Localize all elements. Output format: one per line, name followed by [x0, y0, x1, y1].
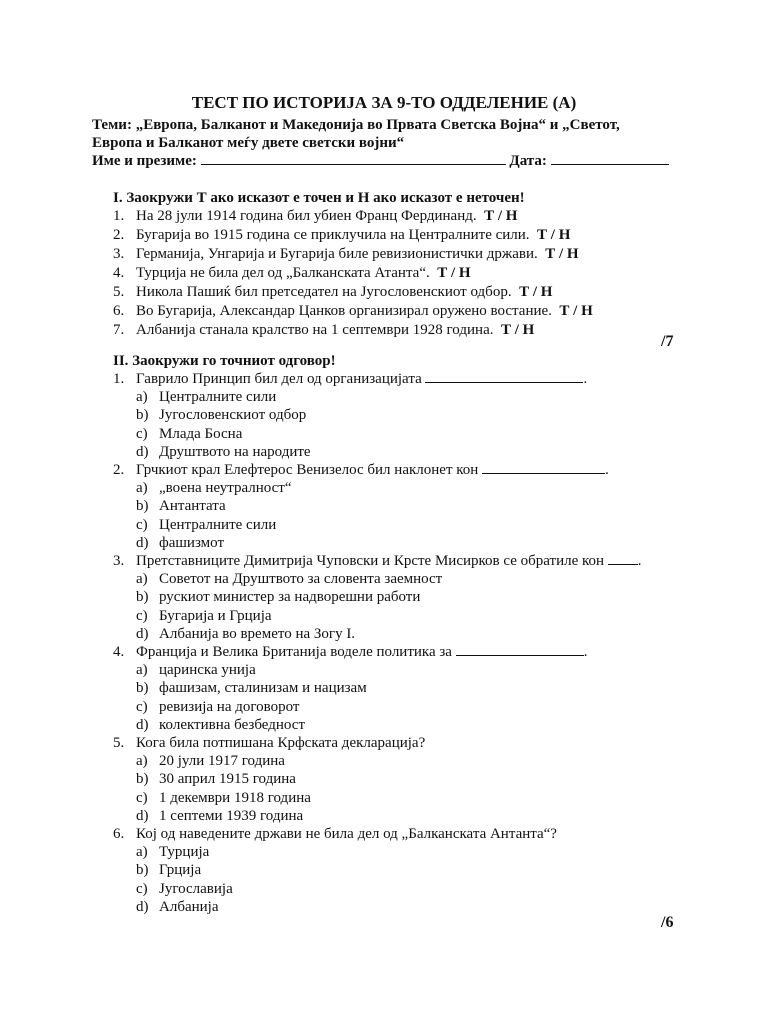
statement-text [136, 245, 579, 263]
statement-number: 5. [113, 284, 125, 300]
option-text: Југословенскиот одбор [159, 407, 307, 423]
page-title: ТЕСТ ПО ИСТОРИЈА ЗА 9-ТО ОДДЕЛЕНИЕ (А) [191, 93, 577, 112]
option-letter: c) [136, 426, 148, 442]
option-text: 1 септеми 1939 година [159, 808, 304, 824]
question-text [136, 552, 642, 570]
question-suffix: . [583, 371, 588, 387]
true-false-choice[interactable]: Т / Н [537, 227, 571, 243]
question-number: 4. [113, 644, 125, 660]
statement-number: 2. [113, 227, 125, 243]
true-false-choice[interactable]: Т / Н [500, 322, 535, 338]
option-letter: b) [136, 680, 149, 696]
question-text-content: Кога била потпишана Крфската декларација? [136, 735, 426, 751]
section-1-score: /7 [661, 333, 674, 350]
option-letter: a) [136, 571, 148, 587]
statement-text-content: Бугарија во 1915 година се приклучила на Централните сили. [136, 227, 530, 243]
statement-text-content: Германија, Унгарија и Бугарија биле ревизионистички држави. [136, 246, 538, 262]
question-text [136, 734, 425, 752]
date-label: Дата: [509, 153, 547, 169]
option-letter: d) [136, 899, 149, 915]
option-letter: d) [136, 444, 149, 460]
option-text: Југославија [159, 881, 233, 897]
section-2-score: /6 [661, 914, 674, 931]
option-letter: a) [136, 662, 148, 678]
option-letter: b) [136, 407, 149, 423]
option-text: 20 јули 1917 година [159, 753, 285, 769]
question-text [136, 461, 609, 479]
statement-number: 1. [113, 208, 125, 224]
name-date-row [92, 152, 692, 170]
statement-text [136, 321, 534, 339]
answer-blank[interactable] [482, 461, 605, 474]
option-text: Антантата [159, 498, 226, 514]
question-suffix: . [583, 644, 588, 660]
option-letter: b) [136, 498, 149, 514]
answer-blank[interactable] [456, 643, 584, 656]
question-number: 1. [113, 371, 125, 387]
option-text: рускиот министер за надворешни работи [159, 589, 421, 605]
question-text-content: Претставниците Димитрија Чуповски и Крсте Мисирков се обратиле кон [136, 553, 605, 569]
option-letter: b) [136, 589, 149, 605]
option-text: „воена неутралност“ [159, 480, 292, 496]
option-letter: d) [136, 717, 149, 733]
option-letter: a) [136, 480, 148, 496]
option-text: Советот на Друштвото за словента заемност [159, 571, 443, 587]
option-text: Албанија [159, 899, 219, 915]
question-text-content: Грчкиот крал Елефтерос Венизелос бил наклонет кон [136, 462, 479, 478]
option-text: 1 декември 1918 година [159, 790, 311, 806]
question-text [136, 825, 557, 843]
option-text: Бугарија и Грција [159, 608, 272, 624]
option-letter: b) [136, 771, 149, 787]
statement-text [136, 226, 570, 244]
option-letter: d) [136, 626, 149, 642]
name-label: Име и презиме: [92, 153, 197, 169]
option-text: царинска унија [159, 662, 256, 678]
statement-number: 7. [113, 322, 125, 338]
answer-blank[interactable] [608, 552, 638, 565]
statement-text-content: Во Бугарија, Александар Цанков организирал оружено востание. [136, 303, 552, 319]
question-suffix: . [637, 553, 642, 569]
statement-text-content: Турција не била дел од „Балканската Атанта“. [136, 265, 430, 281]
true-false-choice[interactable]: Т / Н [484, 208, 518, 224]
question-text-content: Франција и Велика Британија воделе политика за [136, 644, 452, 660]
option-letter: c) [136, 881, 148, 897]
name-field[interactable] [201, 152, 506, 165]
statement-number: 4. [113, 265, 125, 281]
option-text: Друштвото на народите [159, 444, 311, 460]
option-text: фашизмот [159, 535, 225, 551]
option-text: фашизам, сталинизам и нацизам [159, 680, 367, 696]
option-letter: c) [136, 699, 148, 715]
topics-line-1: Теми: „Европа, Балканот и Македонија во Првата Светска Војна“ и „Светот, [92, 117, 620, 133]
option-text: Централните сили [159, 389, 277, 405]
section-2-heading: II. Заокружи го точниот одговор! [113, 353, 336, 369]
option-letter: a) [136, 844, 148, 860]
question-text [136, 643, 587, 661]
option-text: колективна безбедност [159, 717, 306, 733]
statement-number: 3. [113, 246, 125, 262]
option-text: Централните сили [159, 517, 277, 533]
answer-blank[interactable] [425, 370, 583, 383]
question-text [136, 370, 587, 388]
option-letter: d) [136, 535, 149, 551]
option-text: Грција [159, 862, 202, 878]
option-letter: c) [136, 517, 148, 533]
option-letter: a) [136, 389, 148, 405]
question-text-content: Гаврило Принцип бил дел од организацијата [136, 371, 422, 387]
question-text-content: Кој од наведените држави не била дел од „Балканската Антанта“? [136, 826, 557, 842]
option-text: Албанија во времето на Зогу I. [159, 626, 356, 642]
statement-number: 6. [113, 303, 125, 319]
option-text: ревизија на договорот [159, 699, 300, 715]
statement-text [136, 283, 552, 301]
option-letter: a) [136, 753, 148, 769]
question-suffix: . [605, 462, 609, 478]
date-field[interactable] [551, 152, 669, 165]
true-false-choice[interactable]: Т / Н [545, 246, 579, 262]
statement-text [136, 302, 593, 320]
option-letter: b) [136, 862, 149, 878]
topics-line-2: Европа и Балканот меѓу двете светски војни“ [92, 135, 405, 151]
statement-text-content: Никола Пашиќ бил претседател на Југословенскиот одбор. [136, 284, 512, 300]
true-false-choice[interactable]: Т / Н [437, 265, 471, 281]
option-letter: c) [136, 790, 148, 806]
option-text: Млада Босна [159, 426, 243, 442]
question-number: 5. [113, 735, 125, 751]
question-number: 3. [113, 553, 125, 569]
statement-text-content: Албанија станала кралство на 1 септември 1928 година. [136, 322, 494, 338]
statement-text [136, 207, 517, 225]
section-1-heading: I. Заокружи Т ако исказот е точен и Н ако исказот е неточен! [113, 190, 525, 206]
question-number: 6. [113, 826, 125, 842]
option-letter: d) [136, 808, 149, 824]
option-letter: c) [136, 608, 148, 624]
statement-text [136, 264, 471, 282]
option-text: Турција [159, 844, 210, 860]
true-false-choice[interactable]: Т / Н [559, 303, 593, 319]
true-false-choice[interactable]: Т / Н [519, 284, 553, 300]
question-number: 2. [113, 462, 125, 478]
statement-text-content: На 28 јули 1914 година бил убиен Франц Фердинанд. [136, 208, 477, 224]
option-text: 30 април 1915 година [159, 771, 296, 787]
